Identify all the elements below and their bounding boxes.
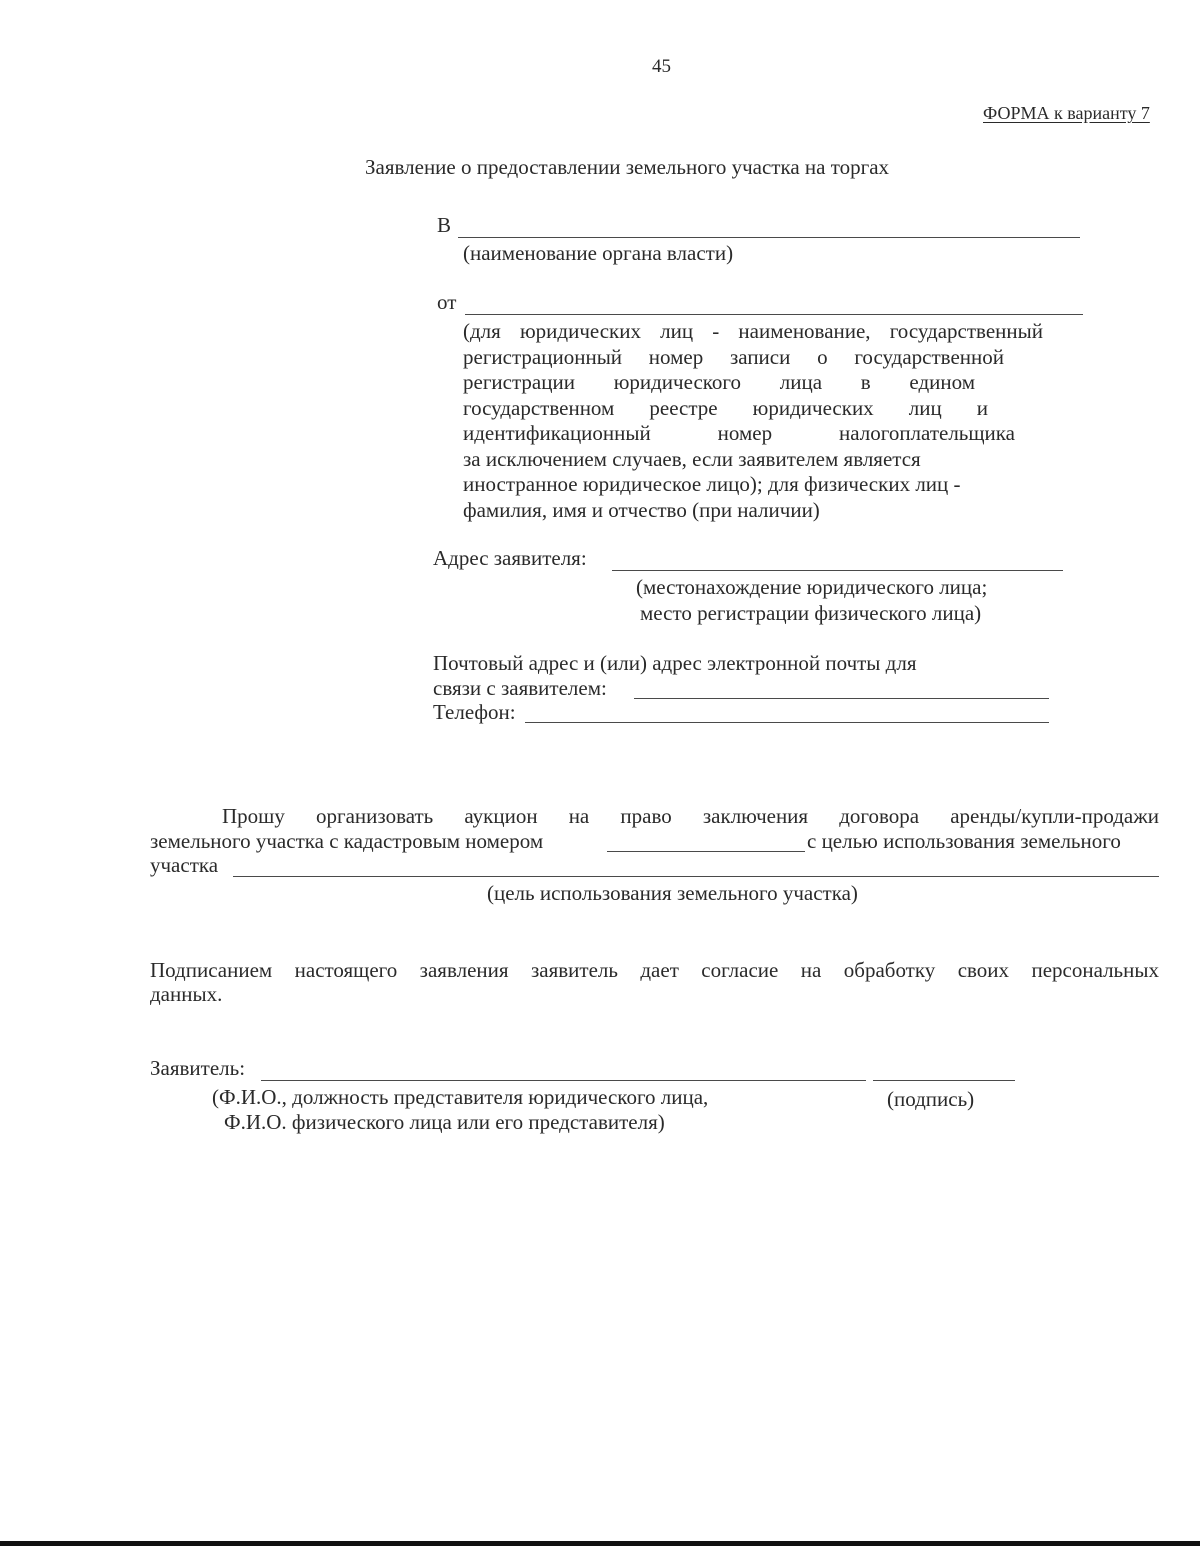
- request-line2-start: земельного участка с кадастровым номером: [150, 829, 544, 853]
- applicant-hint-line: (для юридических лиц - наименование, государственный: [463, 319, 1043, 343]
- purpose-field[interactable]: [233, 876, 1159, 877]
- applicant-hint-line: за исключением случаев, если заявителем является: [463, 446, 921, 471]
- cadastral-number-field[interactable]: [607, 851, 805, 852]
- page-number: 45: [652, 56, 671, 77]
- recipient-prefix: В: [437, 213, 452, 237]
- contact-field[interactable]: [634, 698, 1049, 699]
- phone-label: Телефон:: [433, 700, 516, 724]
- request-line3-label: участка: [150, 853, 219, 877]
- address-hint-line1: (местонахождение юридического лица;: [636, 575, 988, 599]
- form-reference: ФОРМА к варианту 7: [983, 103, 1150, 123]
- scan-edge-border: [0, 1541, 1200, 1546]
- applicant-name-field[interactable]: [261, 1080, 866, 1081]
- applicant-hint-line: регистрации юридического лица в едином: [463, 370, 975, 394]
- consent-line2: данных.: [150, 982, 223, 1006]
- contact-label: связи с заявителем:: [433, 676, 607, 700]
- request-line2-end: с целью использования земельного: [807, 829, 1121, 853]
- applicant-hint-line: иностранное юридическое лицо); для физических лиц -: [463, 472, 961, 496]
- address-label: Адрес заявителя:: [433, 546, 587, 570]
- consent-line1: Подписанием настоящего заявления заявитель дает согласие на обработку своих персональных: [150, 958, 1159, 982]
- applicant-hint-line: регистрационный номер записи о государственной: [463, 344, 1004, 369]
- request-line1: Прошу организовать аукцион на право заключения договора аренды/купли-продажи: [222, 804, 1159, 828]
- applicant-hint-line: фамилия, имя и отчество (при наличии): [463, 497, 820, 522]
- applicant-hint-line: государственном реестре юридических лиц и: [463, 395, 988, 420]
- address-hint-line2: место регистрации физического лица): [640, 601, 982, 625]
- address-field[interactable]: [612, 570, 1063, 571]
- document-title: Заявление о предоставлении земельного участка на торгах: [365, 155, 890, 179]
- signature-hint: (подпись): [887, 1087, 975, 1111]
- applicant-prefix: от: [437, 290, 457, 314]
- phone-field[interactable]: [525, 722, 1049, 723]
- postal-address-label: Почтовый адрес и (или) адрес электронной почты для: [433, 651, 917, 675]
- signature-label: Заявитель:: [150, 1056, 246, 1080]
- purpose-hint: (цель использования земельного участка): [487, 881, 858, 905]
- name-hint-line2: Ф.И.О. физического лица или его представителя): [224, 1110, 665, 1134]
- applicant-hint: [463, 319, 1043, 523]
- name-hint-line1: (Ф.И.О., должность представителя юридического лица,: [212, 1085, 709, 1109]
- recipient-hint: (наименование органа власти): [463, 241, 734, 265]
- applicant-field[interactable]: [465, 314, 1083, 315]
- recipient-field[interactable]: [458, 237, 1080, 238]
- applicant-hint-line: идентификационный номер налогоплательщика: [463, 421, 1015, 445]
- signature-field[interactable]: [873, 1080, 1015, 1081]
